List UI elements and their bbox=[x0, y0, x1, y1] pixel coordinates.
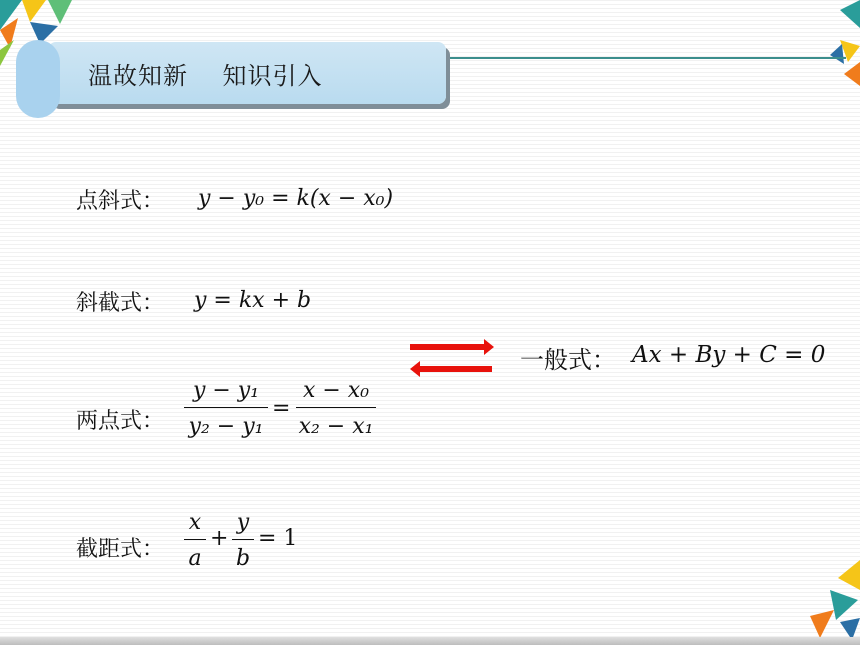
two-point-right-fraction bbox=[296, 378, 376, 439]
intercept-plus: + bbox=[210, 526, 229, 551]
corner-decoration-bottom-right bbox=[790, 560, 860, 640]
double-arrow-icon bbox=[406, 336, 496, 380]
two-point-left-fraction bbox=[184, 378, 268, 439]
intercept-rhs: = 1 bbox=[258, 526, 298, 551]
intercept-left-fraction bbox=[184, 510, 206, 571]
fraction-bar bbox=[232, 539, 254, 540]
intercept-right-fraction bbox=[232, 510, 254, 571]
header-accent-line bbox=[446, 57, 846, 59]
slope-intercept-label: 斜截式： bbox=[76, 291, 165, 316]
slope-intercept-formula: y = kx + b bbox=[194, 288, 312, 313]
page-title: 温故知新 知识引入 bbox=[88, 62, 323, 90]
corner-decoration-top-right bbox=[800, 0, 860, 100]
bottom-bar bbox=[0, 637, 860, 645]
two-point-right-numerator: x − x₀ bbox=[302, 378, 370, 403]
point-slope-formula: y − y₀ = k(x − x₀) bbox=[198, 186, 394, 211]
intercept-left-numerator: x bbox=[188, 510, 202, 535]
general-form-formula: Ax + By + C = 0 bbox=[632, 342, 826, 368]
header-banner-cap bbox=[16, 40, 60, 118]
fraction-bar bbox=[184, 539, 206, 540]
point-slope-label: 点斜式： bbox=[76, 189, 165, 214]
two-point-right-denominator: x₂ − x₁ bbox=[298, 414, 374, 439]
intercept-label: 截距式： bbox=[76, 537, 165, 562]
intercept-left-denominator: a bbox=[188, 546, 202, 571]
intercept-right-denominator: b bbox=[235, 546, 251, 571]
two-point-left-denominator: y₂ − y₁ bbox=[188, 414, 264, 439]
general-form-label: 一般式： bbox=[520, 346, 616, 374]
two-point-equals: = bbox=[272, 396, 291, 421]
fraction-bar bbox=[296, 407, 376, 408]
two-point-label: 两点式： bbox=[76, 409, 165, 434]
fraction-bar bbox=[184, 407, 268, 408]
intercept-right-numerator: y bbox=[236, 510, 250, 535]
two-point-left-numerator: y − y₁ bbox=[192, 378, 260, 403]
